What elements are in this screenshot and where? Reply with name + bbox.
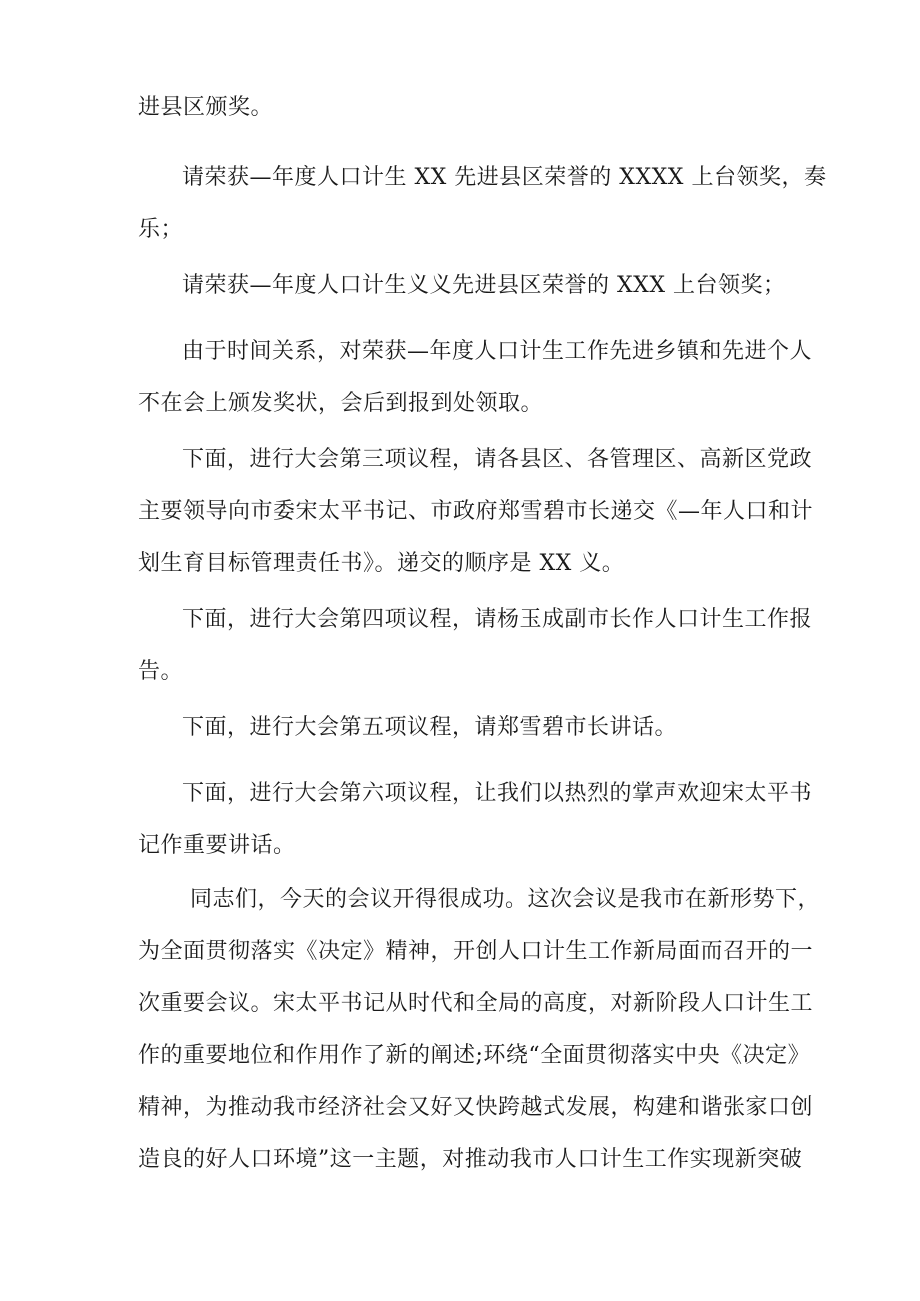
text-line: 告。 <box>138 659 184 684</box>
text-line: 主要领导向市委宋太平书记、市政府郑雪碧市长递交《—年人口和计 <box>138 499 814 524</box>
text-line: 下面，进行大会第六项议程，让我们以热烈的掌声欢迎宋太平书 <box>182 781 813 806</box>
text-line: 作的重要地位和作用作了新的阐述;环绕“全面贯彻落实中央《决定》 <box>138 1043 811 1068</box>
text-line: 下面，进行大会第四项议程，请杨玉成副市长作人口计生工作报 <box>182 607 813 632</box>
text-line: 同志们，今天的会议开得很成功。这次会议是我市在新形势下， <box>190 887 821 912</box>
text-line: 请荣获—年度人口计生 XX 先进县区荣誉的 XXXX 上台领奖，奏 <box>182 165 827 190</box>
paragraph-agenda-three <box>138 434 814 590</box>
text-line: 为全面贯彻落实《决定》精神，开创人口计生工作新局面而召开的一 <box>138 939 814 964</box>
text-line: 次重要会议。宋太平书记从时代和全局的高度，对新阶段人口计生工 <box>138 991 814 1016</box>
text-line: 下面，进行大会第三项议程，请各县区、各管理区、高新区党政 <box>182 447 813 472</box>
text-line: 进县区颁奖。 <box>138 95 274 120</box>
paragraph-agenda-five <box>138 702 798 754</box>
paragraph-award-xxx <box>138 260 798 312</box>
paragraph-closing-remarks <box>138 874 821 1186</box>
paragraph-agenda-four <box>138 594 813 698</box>
text-line: 下面，进行大会第五项议程，请郑雪碧市长讲话。 <box>182 715 678 740</box>
text-line: 精神，为推动我市经济社会又好又快跨越式发展，构建和谐张家口创 <box>138 1095 814 1120</box>
text-line: 造良的好人口环境”这一主题，对推动我市人口计生工作实现新突破 <box>138 1147 803 1172</box>
paragraph-time-notice <box>138 326 813 430</box>
text-line: 请荣获—年度人口计生义义先进县区荣誉的 XXX 上台领奖； <box>182 273 786 298</box>
paragraph-agenda-six <box>138 768 813 872</box>
text-line: 乐； <box>138 217 184 242</box>
text-line: 记作重要讲话。 <box>138 833 296 858</box>
text-line: 划生育目标管理责任书》。递交的顺序是 XX 义。 <box>138 551 625 576</box>
paragraph-award-xxxx <box>138 152 827 256</box>
text-line: 由于时间关系，对荣获—年度人口计生工作先进乡镇和先进个人 <box>182 339 813 364</box>
paragraph-award-continuation <box>138 82 798 134</box>
text-line: 不在会上颁发奖状，会后到报到处领取。 <box>138 391 544 416</box>
